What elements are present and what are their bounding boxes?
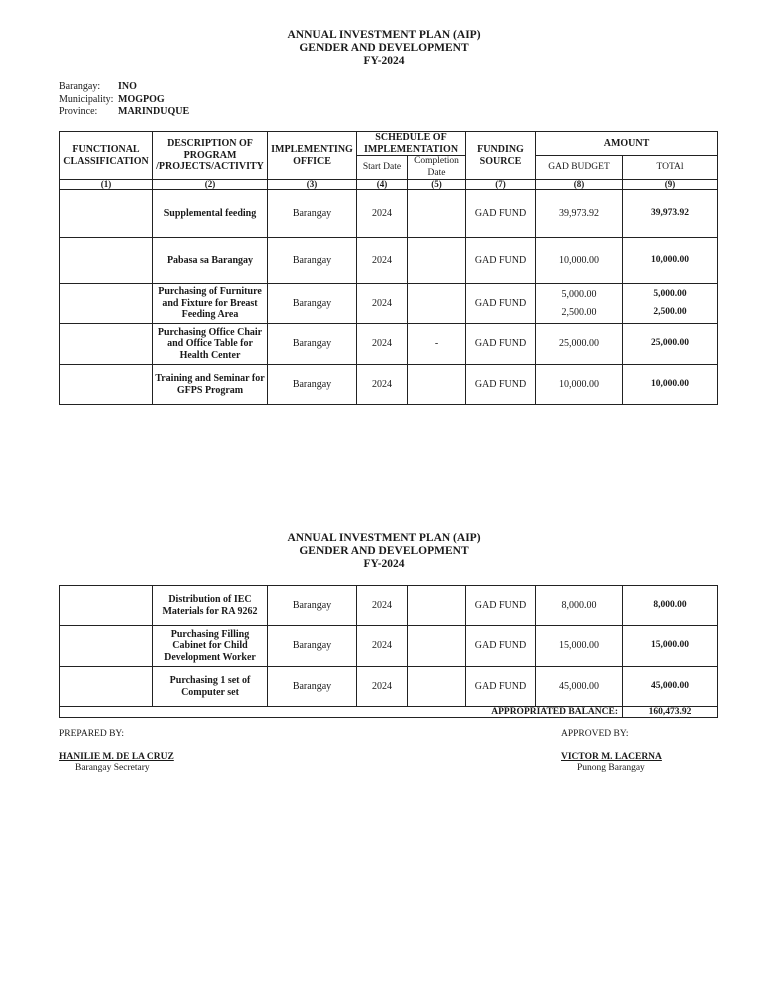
completion-date-cell [408, 190, 466, 238]
description-cell: Training and Seminar for GFPS Program [153, 365, 268, 405]
gad-budget-value: 2,500.00 [561, 307, 597, 318]
description-cell: Pabasa sa Barangay [153, 238, 268, 284]
location-info [59, 81, 189, 119]
page-1-title-block [0, 29, 768, 68]
total-cell: 25,000.00 [623, 324, 718, 365]
barangay-row [59, 81, 189, 94]
description-cell: Distribution of IEC Materials for RA 9262 [153, 586, 268, 626]
col-number: (5) [408, 180, 466, 190]
start-date-cell: 2024 [357, 667, 408, 707]
col-number: (2) [153, 180, 268, 190]
gad-budget-cell: 45,000.00 [536, 667, 623, 707]
gad-budget-cell: 15,000.00 [536, 626, 623, 667]
header-description: DESCRIPTION OF PROGRAM /PROJECTS/ACTIVITY [153, 132, 268, 180]
functional-classification-cell [60, 190, 153, 238]
appropriated-balance-row [60, 707, 718, 718]
aip-table-page-1 [59, 131, 718, 405]
header-gad-budget: GAD BUDGET [536, 156, 623, 180]
functional-classification-cell [60, 365, 153, 405]
funding-source-cell: GAD FUND [466, 667, 536, 707]
funding-source-cell: GAD FUND [466, 238, 536, 284]
page-2-title-block [0, 532, 768, 571]
approved-by-label: APPROVED BY: [561, 729, 629, 739]
total-cell: 15,000.00 [623, 626, 718, 667]
municipality-label: Municipality: [59, 93, 114, 105]
start-date-cell: 2024 [357, 284, 408, 324]
plan-title: ANNUAL INVESTMENT PLAN (AIP) [287, 29, 481, 41]
gad-budget-cell: 39,973.92 [536, 190, 623, 238]
start-date-cell: 2024 [357, 238, 408, 284]
functional-classification-cell [60, 626, 153, 667]
province-value: MARINDUQUE [118, 106, 190, 117]
funding-source-cell: GAD FUND [466, 626, 536, 667]
functional-classification-cell [60, 667, 153, 707]
completion-date-cell [408, 365, 466, 405]
table-row [60, 190, 718, 238]
table-row [60, 667, 718, 707]
funding-source-cell: GAD FUND [466, 190, 536, 238]
description-cell: Purchasing Office Chair and Office Table for Health Center [153, 324, 268, 365]
funding-source-cell: GAD FUND [466, 586, 536, 626]
prepared-by-role: Barangay Secretary [75, 763, 150, 773]
office-cell: Barangay [268, 626, 357, 667]
col-number: (7) [466, 180, 536, 190]
gad-budget-cell: 10,000.00 [536, 238, 623, 284]
funding-source-cell: GAD FUND [466, 324, 536, 365]
municipality-value: MOGPOG [118, 93, 165, 105]
completion-date-cell [408, 586, 466, 626]
gad-budget-cell: 25,000.00 [536, 324, 623, 365]
office-cell: Barangay [268, 667, 357, 707]
table-row [60, 586, 718, 626]
table-row [60, 284, 718, 324]
table-row [60, 365, 718, 405]
gad-budget-cell: 8,000.00 [536, 586, 623, 626]
column-number-row [60, 180, 718, 190]
office-cell: Barangay [268, 324, 357, 365]
header-funding-source: FUNDING SOURCE [466, 132, 536, 180]
plan-subtitle: GENDER AND DEVELOPMENT [299, 545, 469, 557]
approved-by-block [561, 729, 662, 775]
table-row [60, 626, 718, 667]
office-cell: Barangay [268, 365, 357, 405]
prepared-by-block [59, 729, 174, 775]
functional-classification-cell [60, 238, 153, 284]
province-row [59, 106, 189, 119]
total-cell: 45,000.00 [623, 667, 718, 707]
barangay-value: INO [118, 81, 137, 92]
functional-classification-cell [60, 324, 153, 365]
col-number: (4) [357, 180, 408, 190]
approved-by-name: VICTOR M. LACERNA [561, 751, 662, 762]
completion-date-cell [408, 626, 466, 667]
funding-source-cell: GAD FUND [466, 365, 536, 405]
gad-budget-cell [536, 284, 623, 324]
plan-title: ANNUAL INVESTMENT PLAN (AIP) [287, 532, 481, 544]
office-cell: Barangay [268, 190, 357, 238]
appropriated-balance-label: APPROPRIATED BALANCE: [60, 707, 623, 718]
header-total: TOTAl [623, 156, 718, 180]
appropriated-balance-value: 160,473.92 [623, 707, 718, 718]
approved-by-role: Punong Barangay [577, 763, 645, 773]
table-row [60, 324, 718, 365]
description-cell: Supplemental feeding [153, 190, 268, 238]
total-cell: 8,000.00 [623, 586, 718, 626]
aip-table-page-2 [59, 585, 718, 718]
total-cell [623, 284, 718, 324]
total-cell: 10,000.00 [623, 238, 718, 284]
header-start-date: Start Date [357, 156, 408, 180]
total-value: 2,500.00 [653, 307, 687, 317]
start-date-cell: 2024 [357, 190, 408, 238]
office-cell: Barangay [268, 586, 357, 626]
office-cell: Barangay [268, 238, 357, 284]
barangay-label: Barangay: [59, 81, 101, 92]
funding-source-cell: GAD FUND [466, 284, 536, 324]
completion-date-cell [408, 238, 466, 284]
fiscal-year: FY-2024 [363, 558, 405, 570]
functional-classification-cell [60, 284, 153, 324]
header-implementing-office: IMPLEMENTING OFFICE [268, 132, 357, 180]
completion-date-cell [408, 667, 466, 707]
fiscal-year: FY-2024 [363, 55, 405, 67]
description-cell: Purchasing 1 set of Computer set [153, 667, 268, 707]
completion-date-cell [408, 284, 466, 324]
table-row [60, 238, 718, 284]
col-number: (9) [623, 180, 718, 190]
description-cell: Purchasing Filling Cabinet for Child Development Worker [153, 626, 268, 667]
municipality-row [59, 94, 189, 107]
prepared-by-label: PREPARED BY: [59, 729, 125, 739]
col-number: (8) [536, 180, 623, 190]
header-amount: AMOUNT [536, 132, 718, 156]
completion-date-cell: - [408, 324, 466, 365]
start-date-cell: 2024 [357, 586, 408, 626]
header-schedule: SCHEDULE OF IMPLEMENTATION [357, 132, 466, 156]
prepared-by-name: HANILIE M. DE LA CRUZ [59, 751, 174, 762]
total-cell: 39,973.92 [623, 190, 718, 238]
start-date-cell: 2024 [357, 365, 408, 405]
plan-subtitle: GENDER AND DEVELOPMENT [299, 42, 469, 54]
total-value: 5,000.00 [653, 288, 687, 299]
province-label: Province: [59, 106, 98, 117]
header-completion-date: Completion Date [408, 156, 466, 180]
col-number: (3) [268, 180, 357, 190]
header-functional-classification: FUNCTIONAL CLASSIFICATION [60, 132, 153, 180]
start-date-cell: 2024 [357, 324, 408, 365]
gad-budget-cell: 10,000.00 [536, 365, 623, 405]
office-cell: Barangay [268, 284, 357, 324]
gad-budget-value: 5,000.00 [561, 288, 597, 300]
total-cell: 10,000.00 [623, 365, 718, 405]
col-number: (1) [60, 180, 153, 190]
functional-classification-cell [60, 586, 153, 626]
description-cell: Purchasing of Furniture and Fixture for Breast Feeding Area [153, 284, 268, 324]
start-date-cell: 2024 [357, 626, 408, 667]
